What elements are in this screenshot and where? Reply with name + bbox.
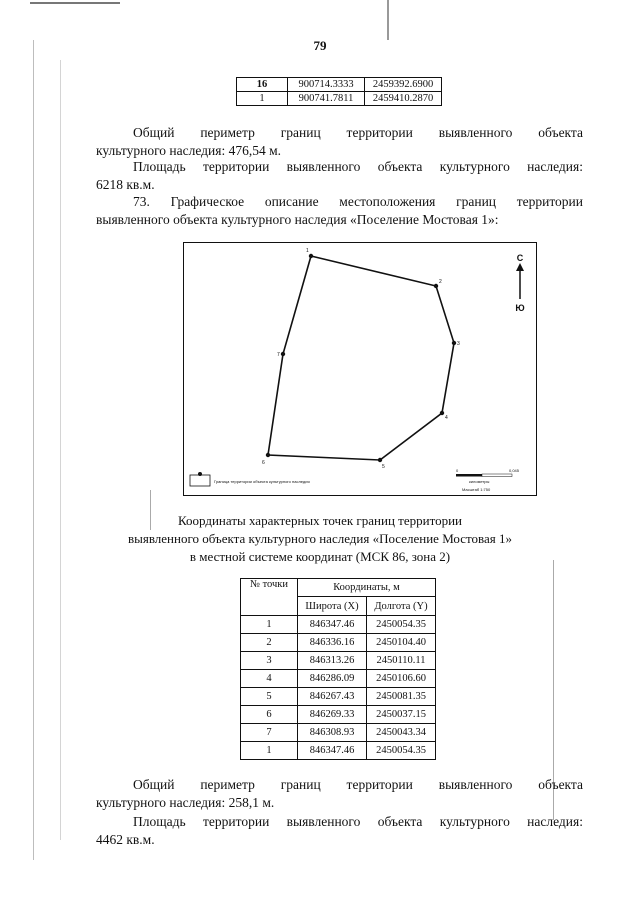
table-cell: 846286.09 (298, 670, 367, 688)
header-point-number: № точки (241, 579, 298, 616)
point-label-2: 2 (439, 279, 442, 285)
table-cell: 6 (241, 706, 298, 724)
point-label-3: 3 (457, 341, 460, 347)
table-cell: 4 (241, 670, 298, 688)
table-cell: 846267.43 (298, 688, 367, 706)
point-label-5: 5 (382, 464, 385, 470)
boundary-map-svg (184, 243, 536, 495)
table-caption-line-3: в местной системе координат (МСК 86, зона 2) (189, 549, 451, 564)
table-caption-line-2: выявленного объекта культурного наследия «Поселение Мостовая 1» (127, 531, 513, 546)
table-row (241, 670, 436, 688)
table-cell: 846308.93 (298, 724, 367, 742)
boundary-point-3 (452, 341, 456, 345)
boundary-point-4 (440, 411, 444, 415)
table-cell: 7 (241, 724, 298, 742)
table-cell: 2450037.15 (367, 706, 436, 724)
section-73-heading-line-1: 73. Графическое описание местоположения границ территории (133, 194, 583, 209)
perimeter-paragraph-1-line-2: культурного наследия: 476,54 м. (96, 143, 282, 158)
table-cell: 846313.26 (298, 652, 367, 670)
scale-ratio-label: Масштаб 1:750 (462, 487, 491, 492)
table-cell: 1 (241, 616, 298, 634)
table-row (241, 616, 436, 634)
table-cell: 846347.46 (298, 616, 367, 634)
table-cell: 846347.46 (298, 742, 367, 760)
boundary-point-2 (434, 284, 438, 288)
table-cell: 1 (237, 92, 288, 106)
scan-artifact-top-left (30, 2, 120, 4)
table-cell: 16 (237, 78, 288, 92)
legend-box (190, 475, 210, 486)
legend-text: Граница территории объекта культурного наследия (214, 479, 310, 484)
table-cell: 900714.3333 (288, 78, 365, 92)
table-row (237, 92, 442, 106)
table-cell: 2459392.6900 (365, 78, 442, 92)
table-cell: 2450110.11 (367, 652, 436, 670)
compass-north-label: С (516, 253, 524, 263)
table-cell: 2450104.40 (367, 634, 436, 652)
table-cell: 2450054.35 (367, 742, 436, 760)
point-label-4: 4 (445, 415, 448, 421)
boundary-point-5 (378, 458, 382, 462)
table-row (241, 688, 436, 706)
table-cell: 2450081.35 (367, 688, 436, 706)
table-cell: 846336.16 (298, 634, 367, 652)
table-row (241, 742, 436, 760)
scale-segment-white (482, 474, 512, 477)
area-paragraph-2-line-2: 4462 кв.м. (96, 832, 155, 847)
map-legend (190, 472, 310, 486)
table-cell: 2459410.2870 (365, 92, 442, 106)
table-header-row (241, 579, 436, 597)
compass-arrowhead (516, 263, 524, 271)
table-cell: 1 (241, 742, 298, 760)
header-latitude: Широта (X) (298, 597, 367, 616)
legend-marker-icon (198, 472, 202, 476)
perimeter-paragraph-2-line-1: Общий периметр границ территории выявленного объекта (133, 777, 583, 792)
section-73-heading-line-2: выявленного объекта культурного наследия «Поселение Мостовая 1»: (96, 212, 499, 227)
point-label-6: 6 (262, 460, 265, 466)
header-coordinates: Координаты, м (298, 579, 436, 597)
scan-artifact-left-edge (33, 40, 34, 860)
table-cell: 846269.33 (298, 706, 367, 724)
table-row (241, 706, 436, 724)
perimeter-paragraph-1-line-1: Общий периметр границ территории выявленного объекта (133, 125, 583, 140)
scale-end-label: 0,045 (509, 468, 520, 473)
table-row (241, 634, 436, 652)
boundary-point-7 (281, 352, 285, 356)
table-cell: 900741.7811 (288, 92, 365, 106)
boundary-point-6 (266, 453, 270, 457)
table-cell: 3 (241, 652, 298, 670)
table-row (241, 724, 436, 742)
table-caption-line-1: Координаты характерных точек границ территории (178, 513, 462, 528)
table-cell: 2450054.35 (367, 616, 436, 634)
table-row (237, 78, 442, 92)
boundary-point-1 (309, 254, 313, 258)
table-cell: 2450043.34 (367, 724, 436, 742)
table-row (241, 652, 436, 670)
compass-south-label: Ю (515, 303, 525, 313)
boundary-points (266, 254, 456, 462)
perimeter-paragraph-2-line-2: культурного наследия: 258,1 м. (96, 795, 275, 810)
scan-artifact-top-right (387, 0, 389, 40)
scale-unit-label: километры (469, 479, 490, 484)
point-label-7: 7 (277, 352, 280, 358)
scale-start-label: 0 (456, 468, 459, 473)
table-cell: 2 (241, 634, 298, 652)
table-cell: 5 (241, 688, 298, 706)
north-arrow-icon (515, 253, 524, 313)
coordinates-table (240, 578, 436, 760)
area-paragraph-1-line-2: 6218 кв.м. (96, 177, 155, 192)
area-paragraph-1-line-1: Площадь территории выявленного объекта культурного наследия: (133, 159, 583, 174)
scale-segment-black (456, 474, 482, 477)
top-coordinates-table (236, 77, 442, 106)
table-cell: 2450106.60 (367, 670, 436, 688)
boundary-map (183, 242, 537, 496)
boundary-polygon (268, 256, 454, 460)
coordinates-table-body (241, 616, 436, 760)
header-longitude: Долгота (Y) (367, 597, 436, 616)
scale-bar (456, 468, 520, 492)
point-label-1: 1 (306, 248, 309, 254)
area-paragraph-2-line-1: Площадь территории выявленного объекта культурного наследия: (133, 814, 583, 829)
scan-artifact-left-edge-2 (60, 60, 61, 840)
page-number: 79 (313, 38, 327, 53)
